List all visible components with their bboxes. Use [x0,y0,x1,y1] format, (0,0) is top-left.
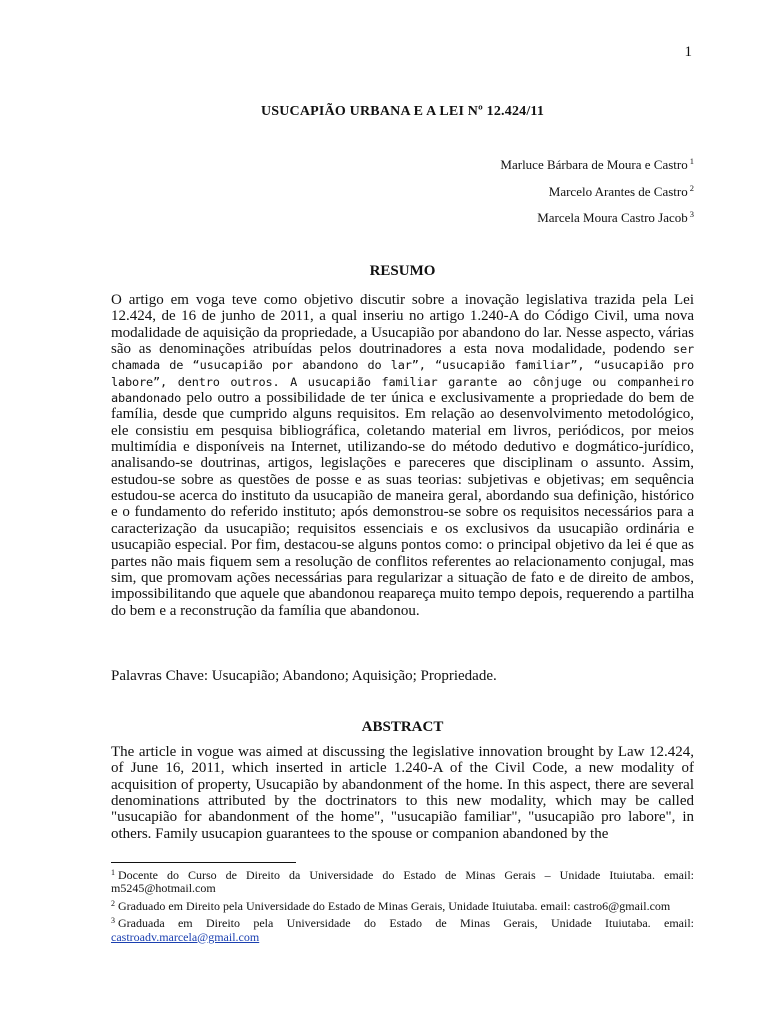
footnote [111,866,694,896]
resumo-heading: RESUMO [369,263,436,279]
resumo-paragraph [111,292,694,619]
resumo-text-part: pelo outro a possibilidade de ter única e exclusivamente a propriedade do bem de família, desde que cumprido alguns requisitos. Em relação ao desenvolvimento metodológico, ele consistiu em pesquisa bibliográfica, coletando material em livros, periódicos, por meios multimídia e disponíveis na Internet, utilizando-se do método dedutivo e dogmático-jurídico, analisando-se doutrinas, artigos, legislações e pareceres que disciplinam o assunto. Assim, estudou-se sobre as questões de posse e as suas teorias: subjetivas e objetivas; em sequência estudou-se acerca do instituto da usucapião de maneira geral, abordando sua definição, histórico e o fundamento do referido instituto; após demonstrou-se sobre os requisitos necessários para a caracterização da usucapião; requisitos essenciais e os exclusivos da usucapião ordinária e usucapião especial. Por fim, destacou-se alguns pontos como: o principal objetivo da lei é que as partes não mais fiquem sem a resolução de conflitos referentes ao relacionamento conjugal, mas sim, que promovam ações necessárias para regularizar a situação de fato e de direito de ambos, impossibilitando que aquele que abandonou reapareça muito tempo depois, requerendo a partilha do bem e a reconstrução da família que abandonou. [111,390,694,619]
footnote [111,897,694,913]
footnote-email: castro6@gmail.com [573,898,671,913]
author-name: Marcela Moura Castro Jacob [537,210,688,225]
page-title: USUCAPIÃO URBANA E A LEI Nº 12.424/11 [260,104,545,119]
author-list [294,150,694,230]
footnote-marker: 3 [111,916,115,926]
footnote-marker: 2 [689,182,694,193]
author-line [294,203,694,230]
footnote-marker: 3 [689,209,694,219]
footnote-marker: 2 [111,898,115,908]
keywords-line: Palavras Chave: Usucapião; Abandono; Aquisição; Propriedade. [111,668,497,684]
author-line [294,150,694,177]
footnote-email-link[interactable]: castroadv.marcela@gmail.com [111,929,260,944]
abstract-paragraph: The article in vogue was aimed at discussing the legislative innovation brought by Law 12.424, of June 16, 2011, which inserted in article 1.240-A of the Civil Code, a new modality of acquisition of property, Usucapião by abandonment of the home. In this aspect, there are several denominations attributed by the doctrinators to this new modality, which may be called "usucapião for abandonment of the home", "usucapião familiar", "usucapião pro labore", in others. Family usucapion guarantees to the spouse or companion abandoned by the [111,744,694,842]
abstract-heading: ABSTRACT [361,719,444,735]
footnote-text: Graduado em Direito pela Universidade do Estado de Minas Gerais, Unidade Ituiutaba. email: [118,898,574,913]
footnote-marker: 1 [689,156,694,166]
resumo-text-part: O artigo em voga teve como objetivo discutir sobre a inovação legislativa trazida pela Lei 12.424, de 16 de junho de 2011, a qual inseriu no artigo 1.240-A do Código Civil, uma nova modalidade de aquisição da propriedade, a Usucapião por abandono do lar. Nesse aspecto, várias são as denominações atribuídas pelos doutrinadores a esta nova modalidade, podendo [111,292,694,358]
footnote-marker: 1 [111,868,115,877]
author-name: Marluce Bárbara de Moura e Castro [500,157,688,172]
author-line [294,177,694,204]
footnote-text: Docente do Curso de Direito da Universidade do Estado de Minas Gerais – Unidade Ituiutaba. email: [118,868,694,882]
footnote-text: Graduada em Direito pela Universidade do Estado de Minas Gerais, Unidade Ituiutaba. email: [118,916,694,931]
footnote-email: m5245@hotmail.com [111,881,216,896]
resumo-text-part-mono: ser chamada de “usucapião por abandono do lar”, “usucapião familiar”, “usucapião pro labore”, dentro outros. A usucapião familiar garante ao cônjuge ou companheiro abandonado [111,342,694,406]
page-number: 1 [684,44,692,60]
footnote-divider [111,862,296,863]
author-name: Marcelo Arantes de Castro [548,183,688,199]
footnote [111,914,694,944]
footnotes [111,866,694,945]
